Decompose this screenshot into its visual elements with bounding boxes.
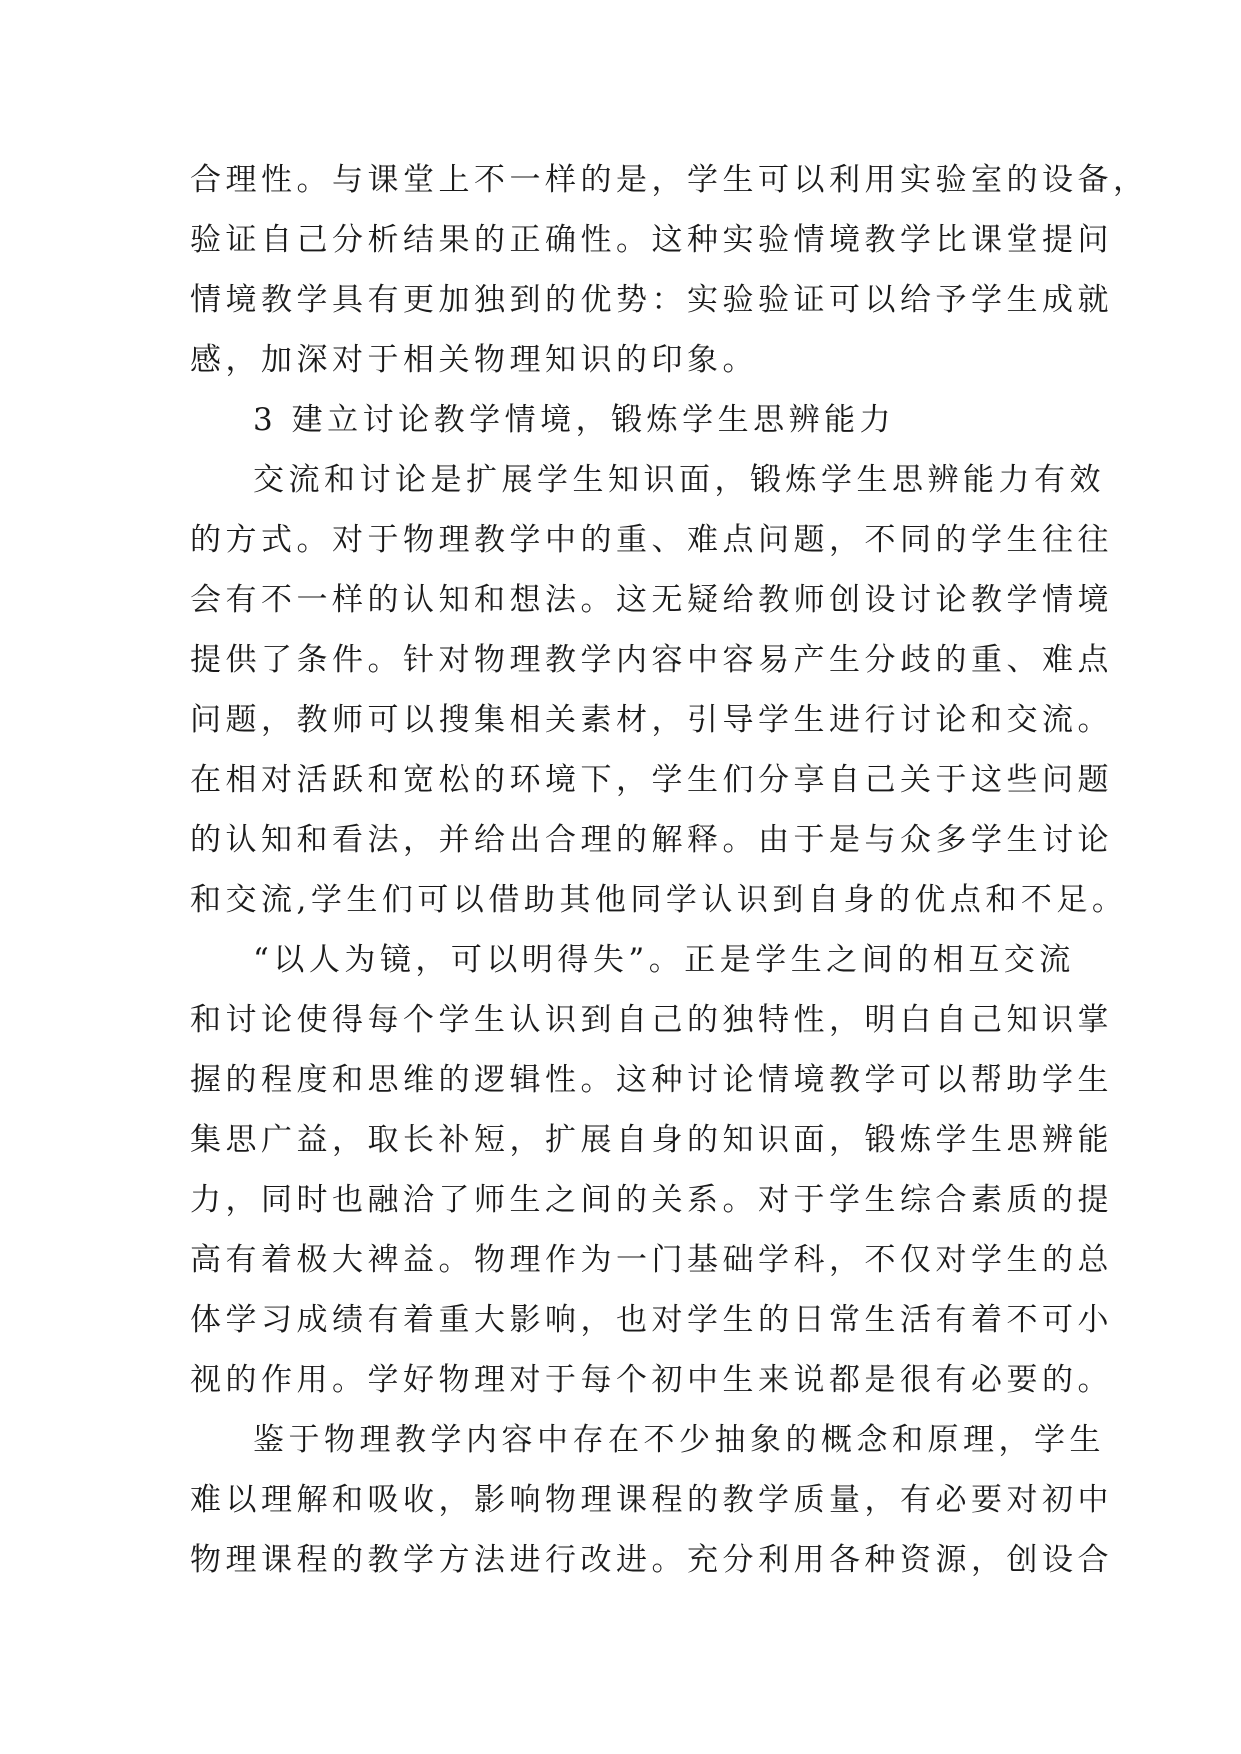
text-line: 问题，教师可以搜集相关素材，引导学生进行讨论和交流。 (190, 702, 1113, 738)
text-line: 和交流,学生们可以借助其他同学认识到自身的优点和不足。 (190, 882, 1128, 918)
text-line: 体学习成绩有着重大影响，也对学生的日常生活有着不可小 (190, 1302, 1113, 1338)
text-line: 情境教学具有更加独到的优势：实验验证可以给予学生成就 (190, 282, 1113, 318)
text-line: 物理课程的教学方法进行改进。充分利用各种资源，创设合 (190, 1542, 1113, 1578)
text-line: 交流和讨论是扩展学生知识面，锻炼学生思辨能力有效 (253, 462, 1105, 498)
text-line: 和讨论使得每个学生认识到自己的独特性，明白自己知识掌 (190, 1002, 1113, 1038)
text-line: 合理性。与课堂上不一样的是，学生可以利用实验室的设备， (190, 162, 1149, 198)
text-line: “以人为镜，可以明得失”。正是学生之间的相互交流 (253, 942, 1075, 978)
text-line: 验证自己分析结果的正确性。这种实验情境教学比课堂提问 (190, 222, 1113, 258)
text-line: 感，加深对于相关物理知识的印象。 (190, 342, 758, 378)
text-line: 的认知和看法，并给出合理的解释。由于是与众多学生讨论 (190, 822, 1113, 858)
text-line: 视的作用。学好物理对于每个初中生来说都是很有必要的。 (190, 1362, 1113, 1398)
text-line: 会有不一样的认知和想法。这无疑给教师创设讨论教学情境 (190, 582, 1113, 618)
text-line: 提供了条件。针对物理教学内容中容易产生分歧的重、难点 (190, 642, 1113, 678)
text-line: 集思广益，取长补短，扩展自身的知识面，锻炼学生思辨能 (190, 1122, 1113, 1158)
text-line: 的方式。对于物理教学中的重、难点问题，不同的学生往往 (190, 522, 1113, 558)
text-line: 握的程度和思维的逻辑性。这种讨论情境教学可以帮助学生 (190, 1062, 1113, 1098)
text-line: 力，同时也融洽了师生之间的关系。对于学生综合素质的提 (190, 1182, 1113, 1218)
section-heading: 3 建立讨论教学情境，锻炼学生思辨能力 (253, 402, 896, 438)
text-line: 在相对活跃和宽松的环境下，学生们分享自己关于这些问题 (190, 762, 1113, 798)
text-line: 难以理解和吸收，影响物理课程的教学质量，有必要对初中 (190, 1482, 1113, 1518)
text-line: 高有着极大裨益。物理作为一门基础学科，不仅对学生的总 (190, 1242, 1113, 1278)
text-line: 鉴于物理教学内容中存在不少抽象的概念和原理，学生 (253, 1422, 1105, 1458)
document-page (190, 150, 1149, 1590)
